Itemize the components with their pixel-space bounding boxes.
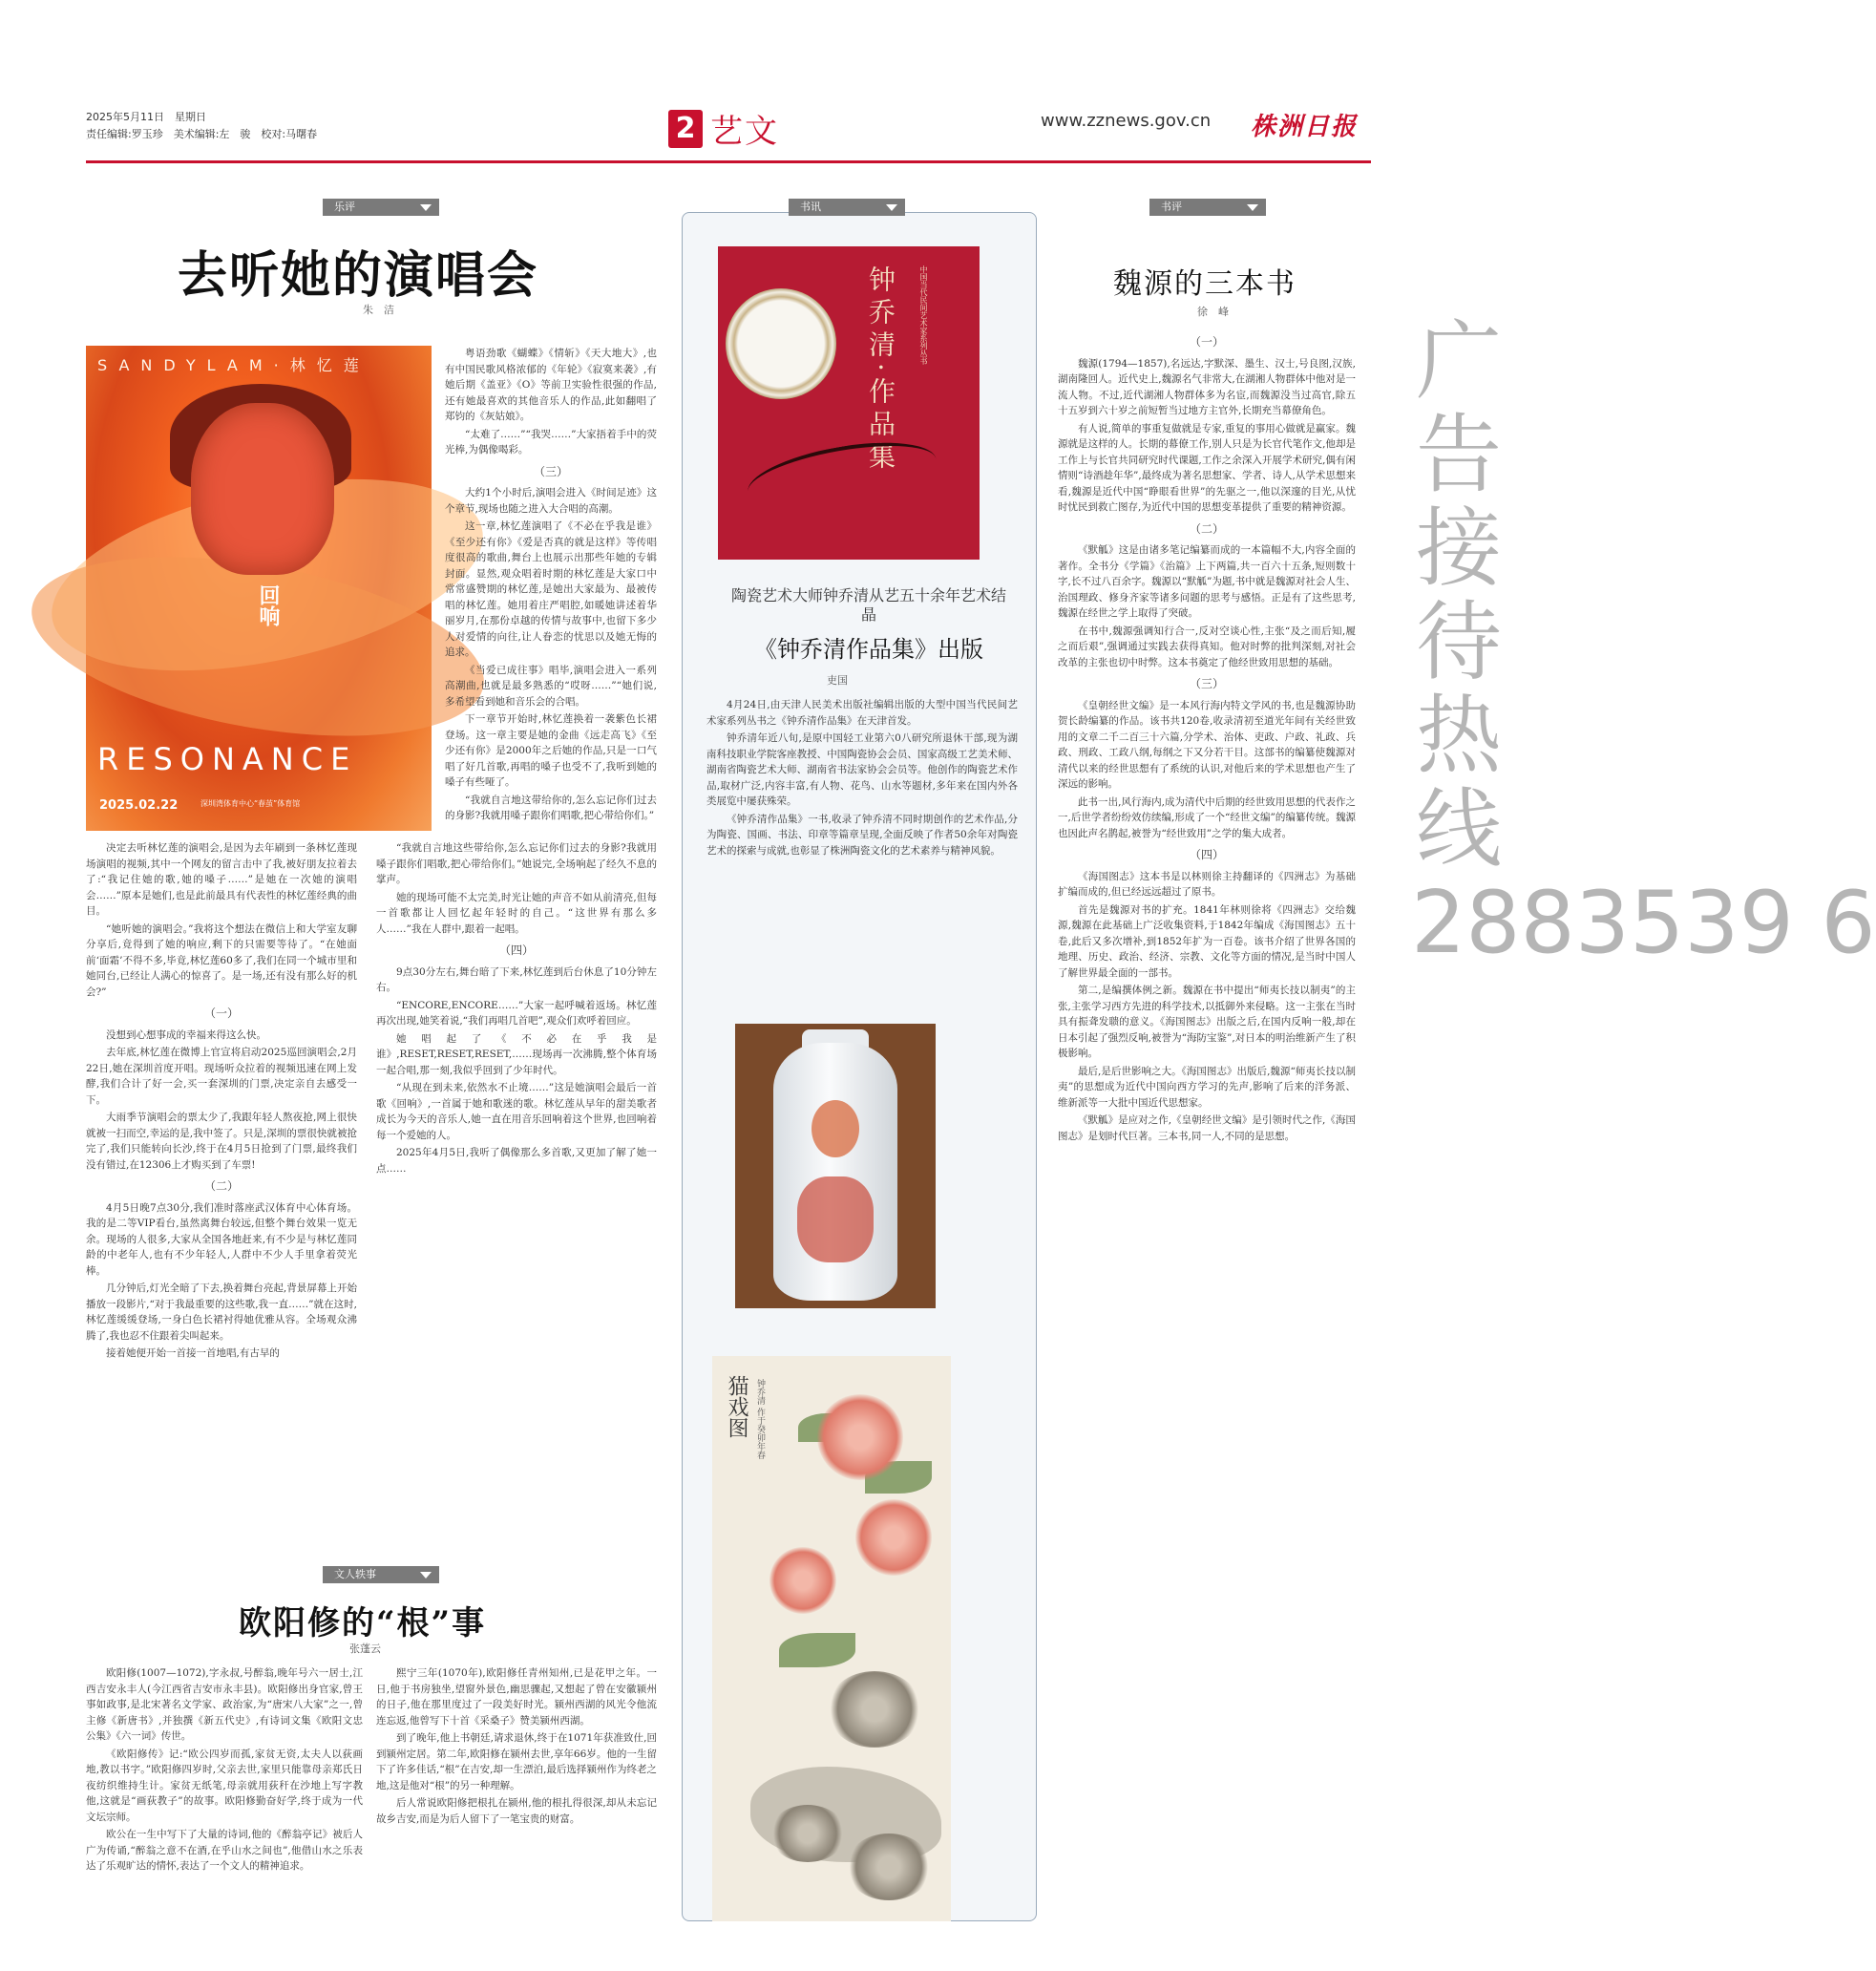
book-cover [718, 246, 980, 560]
article-author-book: 吏国 [827, 674, 848, 687]
article-title-concert: 去听她的演唱会 [178, 246, 539, 305]
paragraph: 4月5日晚7点30分,我们准时落座武汉体育中心体育场。我的是二等VIP看台,虽然离舞台较远,但整个舞台效果一览无余。现场的人很多,大家从全国各地赶来,有不少是与林忆莲同龄的中老年人,也有不少年轻人,人群中不少人手里拿着荧光棒。 [86, 1201, 357, 1277]
paragraph: 有人说,简单的事重复做就是专家,重复的事用心做就是赢家。魏源就是这样的人。长期的幕僚工作,别人只是为长官代笔作文,他却是工作上与长官共同研究时代课题,工作之余深入开展学术研究,偶有闲情则“诗酒趁年华”,最终成为著名思想家、学者、诗人,从学术思想来看,魏源是近代中国“睁眼看世界”的先驱之一,他以深邃的目光,从忧时忧民到救亡图存,为近代中国的思想变革提供了重要的精神资源。 [1058, 422, 1356, 513]
painting-peony [855, 1499, 932, 1576]
paragraph: 几分钟后,灯光全暗了下去,换着舞台亮起,背景屏幕上开始播放一段影片,“对于我最重要的这些歌,我一直……”就在这时,林忆莲缓缓登场,一身白色长裙衬得她优雅从容。全场观众沸腾了,我也忍不住跟着尖叫起来。 [86, 1282, 357, 1342]
porcelain-vase-photo [735, 1024, 936, 1308]
paragraph: 粤语劲歌《蝴蝶》《情斩》《天大地大》,也有中国民歌风格浓郁的《年轮》《寂寞来袭》,有她后期《盖亚》《O》等前卫实验性很强的作品,还有她最喜欢的其他音乐人的作品,此如翻唱了郑钧的《灰姑娘》。 [445, 348, 657, 422]
subheading: （四） [498, 943, 534, 957]
painting-leaf [779, 1633, 855, 1667]
poster-portrait-face [191, 403, 334, 575]
paragraph: 《当爱已成往事》唱毕,演唱会进入一系列高潮曲,也就是最多熟悉的“哎呀……”“她们说,多希望看到她和音乐会的合唱。 [445, 664, 657, 708]
paragraph: 魏源(1794—1857),名远达,字默深、墨生、汉士,号良图,汉族,湖南隆回人。近代史上,魏源名气非常大,在湖湘人物群体中他对是一流人物。不过,近代湖湘人物群体多为名宦,而魏源没当过高官,除五十五岁到六十岁之前短暂当过地方主官外,长期充当幕僚角色。 [1058, 357, 1356, 416]
section-name: 艺文 [710, 113, 779, 151]
paragraph: 去年底,林忆莲在微博上官宣将启动2025巡回演唱会,2月22日,她在深圳首度开唱。现场听众拉着的视频迅速在网上发酵,我们合计了好一会,买一套深圳的门票,决定亲自去感受一下。 [86, 1047, 357, 1106]
paragraph: 9点30分左右,舞台暗了下来,林忆莲到后台休息了10分钟左右。 [376, 965, 657, 993]
ad-hotline-vertical: 广告接待热线2883539 6 [1411, 311, 1876, 973]
masthead-meta [86, 109, 317, 143]
paragraph: 《海国图志》这本书是以林则徐主持翻译的《四洲志》为基础扩编而成的,但已经远远超过了原书。 [1058, 870, 1356, 898]
issue-date: 2025年5月11日 星期日 [86, 111, 206, 123]
article-body-book [706, 697, 1018, 1003]
paragraph: 《默觚》是应对之作,《皇朝经世文编》是引领时代之作,《海国图志》是划时代巨著。三本书,同一人,不同的是思想。 [1058, 1114, 1356, 1142]
subheading: （四） [1189, 848, 1224, 861]
article-kicker-book: 陶瓷艺术大师钟乔清从艺五十余年艺术结晶 [730, 586, 1006, 624]
paragraph: 4月24日,由天津人民美术出版社编辑出版的大型中国当代民间艺术家系列丛书之《钟乔清作品集》在天津首发。 [706, 699, 1018, 727]
paragraph: 这一章,林忆莲演唱了《不必在乎我是谁》《至少还有你》《爱是否真的就是这样》等传唱度很高的歌曲,舞台上也展示出那些年她的专辑封面。显然,观众唱着时期的林忆莲是大家口中常常盛赞期的林忆莲,是她出大家最为、最被传唱的林忆莲。她用着庄严唱腔,如暖她讲述着华丽岁月,在那份卓越的传情与故事中,也留下多少人对爱情的向往,让人眷恋的忧思以及她无悔的追求。 [445, 520, 657, 658]
poster-tour-title-en: RESONANCE [97, 741, 358, 777]
book-cover-brushstroke [743, 431, 940, 520]
subheading: （三） [1189, 677, 1224, 690]
article-body-concert-bottom-left [86, 840, 357, 1528]
painting-cat [827, 1671, 922, 1748]
painting-cat [769, 1805, 846, 1862]
section-tag-book-review: 书评 [1149, 199, 1266, 216]
article-title-ouyang: 欧阳修的“根”事 [239, 1604, 487, 1642]
paragraph: 《默觚》这是由诸多笔记编纂而成的一本篇幅不大,内容全面的著作。全书分《学篇》《治篇》上下两篇,共一百六十五条,短则数十字,长不过八百余字。魏源以“默觚”为题,书中就是魏源对社会人生、治国理政、修身齐家等诸多问题的思考与感悟。正是有了这些思考,魏源在经世之学上取得了突破。 [1058, 544, 1356, 619]
poster-venue: 深圳湾体育中心“春茧”体育馆 [200, 799, 301, 808]
article-author-concert: 朱 洁 [363, 304, 394, 316]
book-cover-series: 中国当代民间艺术家系列丛书 [919, 265, 928, 365]
paragraph: “我就自言地这些带给你,怎么忘记你们过去的身影?我就用嗓子跟你们唱歌,把心带给你们。”她说完,全场响起了经久不息的掌声。 [376, 842, 657, 885]
paragraph: 她唱起了《不必在乎我是谁》,RESET,RESET,RESET,……现场再一次沸腾,整个体育场一起合唱,那一刻,我似乎回到了少年时代。 [376, 1032, 657, 1076]
paragraph: “太难了……”“我哭……”大家捂着手中的荧光棒,为偶像喝彩。 [445, 428, 657, 456]
painting-peony [817, 1394, 903, 1480]
paragraph: 大约1个小时后,演唱会进入《时间足迹》这个章节,现场也随之进入大合唱的高潮。 [445, 487, 657, 515]
paragraph: 熙宁三年(1070年),欧阳修任青州知州,已是花甲之年。一日,他于书房独坐,望窗外景色,幽思骤起,又想起了曾在安徽颍州的日子,他在那里度过了一段美好时光。颍州西湖的风光令他流连忘返,他曾写下十首《采桑子》赞美颍州西湖。 [376, 1667, 657, 1727]
page-number: 2 [668, 110, 703, 148]
vase-figure-painting [797, 1176, 874, 1262]
subheading: （一） [203, 1007, 239, 1020]
section-tag-music-review: 乐评 [323, 199, 439, 216]
section-tag-book-news: 书讯 [789, 199, 905, 216]
paragraph: 决定去听林忆莲的演唱会,是因为去年刷到一条林忆莲现场演唱的视频,其中一个网友的留言击中了我,被好朋友拉着去了:“我记住她的歌,她的嗓子……”是她在一次她的演唱会……”原本是她们,也是此前最具有代表性的林忆莲经典的曲目。 [86, 842, 357, 917]
paragraph: 此书一出,风行海内,成为清代中后期的经世致用思想的代表作之一,后世学者纷纷效仿续编,形成了一个“经世文编”的编纂传统。魏源也因此声名鹊起,被誉为“经世致用”之学的集大成者。 [1058, 795, 1356, 839]
paragraph: 她的现场可能不太完美,时光让她的声音不如从前清亮,但每一首歌都让人回忆起年轻时的自己。“这世界有那么多人……”我在人群中,跟着一起唱。 [376, 891, 657, 935]
paragraph: 《皇朝经世文编》是一本风行海内特文学风的书,也是魏源协助贺长龄编纂的作品。该书共120卷,收录清初至道光年间有关经世致用的文章二千二百三十六篇,分学术、治体、吏政、户政、礼政、兵政、刑政、工政八纲,每纲之下又分若干目。这部书的编纂使魏源对清代以来的经世思想有了系统的认识,对他后来的学术思想也产生了深远的影响。 [1058, 699, 1356, 790]
article-body-weiyuan [1058, 328, 1356, 1942]
paragraph: 接着她便开始一首接一首地唱,有古早的 [106, 1347, 280, 1359]
paragraph: 下一章节开始时,林忆莲换着一袭紫色长裙登场。这一章主要是她的金曲《远走高飞》《至少还有你》是2000年之后她的作品,只是一口气唱了好几首歌,再唱的嗓子也受不了,我听到她的嗓子有些哑了。 [445, 713, 657, 788]
book-cover-title: 钟乔清·作品集 [865, 265, 896, 475]
article-body-ouyang-left [86, 1665, 363, 1952]
subheading: （一） [1189, 335, 1224, 349]
paragraph: 大雨季节演唱会的票太少了,我跟年轻人熬夜抢,网上很快就被一扫而空,幸运的是,我中签了。只是,深圳的票很快就被抢完了,我们只能转向长沙,终于在4月5日抢到了门票,最终我们没有错过,在12306上才购买到了车票! [86, 1112, 357, 1171]
paragraph: 《钟乔清作品集》一书,收录了钟乔清不同时期创作的艺术作品,分为陶瓷、国画、书法、印章等篇章呈现,全面反映了作者50余年对陶瓷艺术的探索与成就,也彰显了株洲陶瓷文化的艺术素养与精神风貌。 [706, 813, 1018, 857]
paragraph: 到了晚年,他上书朝廷,请求退休,终于在1071年获准致仕,回到颍州定居。第二年,欧阳修在颍州去世,享年66岁。他的一生留下了许多佳话,“根”在吉安,却一生漂泊,最后选择颍州作为终老之地,这是他对“根”的另一种理解。 [376, 1732, 657, 1791]
paragraph: “从现在到未来,依然水不止境……”这是她演唱会最后一首歌《回响》,一首属于她和歌迷的歌。林忆莲从早年的甜美歌者成长为今天的音乐人,她一直在用音乐回响着这个世界,也回响着每一个爱她的人。 [376, 1082, 657, 1141]
subheading: （三） [533, 464, 568, 478]
article-body-concert-right [445, 346, 657, 831]
section-tag-literati-anecdote: 文人轶事 [323, 1566, 439, 1583]
concert-poster [86, 346, 432, 831]
paragraph: 2025年4月5日,我听了偶像那么多首歌,又更加了解了她一点…… [376, 1147, 657, 1175]
article-author-ouyang: 张蓬云 [349, 1642, 381, 1655]
paragraph: 欧阳修(1007—1072),字永叔,号醉翁,晚年号六一居士,江西吉安永丰人(今江西省吉安市永丰县)。欧阳修出身官家,曾王事如政事,是北宋著名文学家、政治家,为“唐宋八大家”之一,曾主修《新唐书》,并独撰《新五代史》,有诗词文集《欧阳文忠公集》《六一词》传世。 [86, 1667, 363, 1742]
paragraph: 后人常说欧阳修把根扎在颍州,他的根扎得很深,却从未忘记故乡吉安,而是为后人留下了一笔宝贵的财富。 [376, 1797, 657, 1825]
poster-date: 2025.02.22 [99, 798, 179, 813]
paragraph: 首先是魏源对书的扩充。1841年林则徐将《四洲志》交给魏源,魏源在此基础上广泛收集资料,于1842年编成《海国图志》五十卷,此后又多次增补,到1852年扩为一百卷。该书介绍了世界各国的地理、历史、政治、经济、宗教、文化等方面的情况,是当时中国人了解世界最全面的一部书。 [1058, 903, 1356, 979]
website-url[interactable]: www.zznews.gov.cn [1041, 111, 1212, 131]
paragraph: 《欧阳修传》记:“欧公四岁而孤,家贫无资,太夫人以荻画地,教以书字。”欧阳修四岁时,父亲去世,家里只能靠母亲郑氏日夜纺织维持生计。家贫无纸笔,母亲就用荻秆在沙地上写字教他,这就是“画荻教子”的故事。欧阳修勤奋好学,终于成为一代文坛宗师。 [86, 1748, 363, 1823]
masthead [86, 105, 1371, 162]
painting-cat [846, 1833, 932, 1900]
paragraph: “我就自言地这带给你的,怎么忘记你们过去的身影?我就用嗓子跟你们唱歌,把心带给你们。” [445, 794, 657, 821]
paragraph: “她听她的演唱会。”我将这个想法在微信上和大学室友聊分享后,竟得到了她的响应,剩下的只需要等待了。“在她面前‘面霜’不得不多,毕竟,林忆莲60多了,我们在同一个城市里和她同台,已经让人满心的惊喜了。是一场,还有没有那么好的机会?” [86, 922, 357, 998]
header-rule [86, 160, 1371, 163]
paragraph: 最后,是后世影响之大。《海国图志》出版后,魏源“师夷长技以制夷”的思想成为近代中国向西方学习的先声,影响了后来的洋务派、维新派等一大批中国近代思想家。 [1058, 1065, 1356, 1109]
subheading: （二） [203, 1179, 239, 1193]
article-title-book: 《钟乔清作品集》出版 [754, 636, 983, 663]
paragraph: 钟乔清年近八旬,是原中国轻工业第六0八研究所退休干部,现为湖南科技职业学院客座教授、中国陶瓷协会会员、国家高级工艺美术师、湖南省陶瓷艺术大师、湖南省书法家协会会员等。他创作的陶瓷艺术作品,取材广泛,内容丰富,有人物、花鸟、山水等题材,多年来在国内外各类展览中屡获殊荣。 [706, 732, 1018, 807]
editor-credits: 责任编辑:罗玉珍 美术编辑:左 骏 校对:马曙春 [86, 128, 318, 140]
painting-scroll-cats [712, 1356, 951, 1921]
subheading: （二） [1189, 521, 1224, 536]
painting-peony [769, 1547, 836, 1614]
paragraph: “ENCORE,ENCORE……”大家一起呼喊着返场。林忆莲再次出现,她笑着说,“我们再唱几首吧”,观众们欢呼着回应。 [376, 999, 657, 1027]
page-section [668, 105, 779, 152]
poster-tour-title-cn: 回响 [256, 584, 281, 626]
newspaper-logo: 株洲日报 [1251, 113, 1359, 141]
book-cover-plate [726, 288, 836, 399]
painting-inscription: 钟乔清 作于癸卯年春 [755, 1379, 765, 1459]
article-author-weiyuan: 徐 峰 [1197, 306, 1229, 318]
vase-figure-painting [812, 1100, 859, 1157]
article-body-ouyang-right [376, 1665, 657, 1952]
poster-artist-name: SANDYLAM·林忆莲 [97, 356, 370, 374]
paragraph: 在书中,魏源强调知行合一,反对空谈心性,主张“及之而后知,履之而后艰”,强调通过实践去获得真知。他对时弊的批判深刻,对社会改革的主张也切中时弊。这本书奠定了他经世致用思想的基础。 [1058, 625, 1356, 668]
painting-title: 猫戏图 [725, 1375, 748, 1438]
article-title-weiyuan: 魏源的三本书 [1113, 267, 1296, 301]
paragraph: 欧公在一生中写下了大量的诗词,他的《醉翁亭记》被后人广为传诵,“醉翁之意不在酒,在乎山水之间也”,他借山水之乐表达了乐观旷达的情怀,表达了一个文人的精神追求。 [86, 1829, 363, 1872]
paragraph: 第二,是编撰体例之新。魏源在书中提出“师夷长技以制夷”的主张,主张学习西方先进的科学技术,以抵御外来侵略。这一主张在当时具有振聋发聩的意义。《海国图志》出版之后,在国内反响一般,却在日本引起了强烈反响,被誉为“海防宝鉴”,对日本的明治维新产生了积极影响。 [1058, 985, 1356, 1059]
article-body-concert-bottom-right [376, 840, 657, 1528]
paragraph: 没想到心想事成的幸福来得这么快。 [106, 1028, 266, 1041]
